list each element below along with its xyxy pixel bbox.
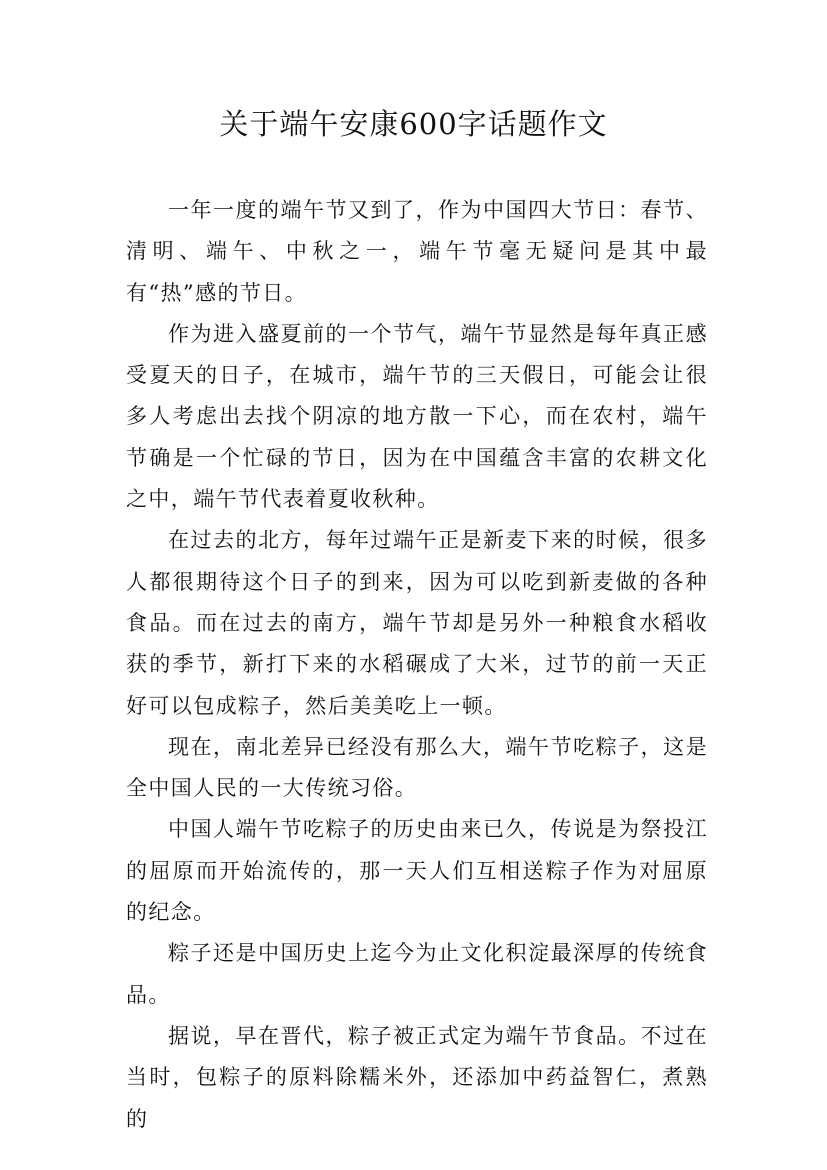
paragraph: 现在，南北差异已经没有那么大，端午节吃粽子，这是全中国人民的一大传统习俗。: [126, 734, 708, 801]
paragraph: 据说，早在晋代，粽子被正式定为端午节食品。不过在当时，包粽子的原料除糯米外，还添加中药益智仁，煮熟的: [126, 1023, 708, 1131]
paragraph: 作为进入盛夏前的一个节气，端午节显然是每年真正感受夏天的日子，在城市，端午节的三天假日，可能会让很多人考虑出去找个阴凉的地方散一下心，而在农村，端午节确是一个忙碌的节日，因为在中国蕴含丰富的农耕文化之中，端午节代表着夏收秋种。: [126, 321, 708, 512]
paragraph: 在过去的北方，每年过端午正是新麦下来的时候，很多人都很期待这个日子的到来，因为可以吃到新麦做的各种食品。而在过去的南方，端午节却是另外一种粮食水稻收获的季节，新打下来的水稻碾成了大米，过节的前一天正好可以包成粽子，然后美美吃上一顿。: [126, 528, 708, 718]
document-title: 关于端午安康600字话题作文: [219, 107, 608, 141]
paragraph: 一年一度的端午节又到了，作为中国四大节日：春节、清明、端午、中秋之一，端午节毫无疑问是其中最有“热”感的节日。: [126, 198, 708, 305]
paragraph: 中国人端午节吃粽子的历史由来已久，传说是为祭投江的屈原而开始流传的，那一天人们互相送粽子作为对屈原的纪念。: [126, 817, 708, 925]
document-body: [126, 190, 708, 1140]
paragraph: 粽子还是中国历史上迄今为止文化积淀最深厚的传统食品。: [126, 941, 708, 1007]
